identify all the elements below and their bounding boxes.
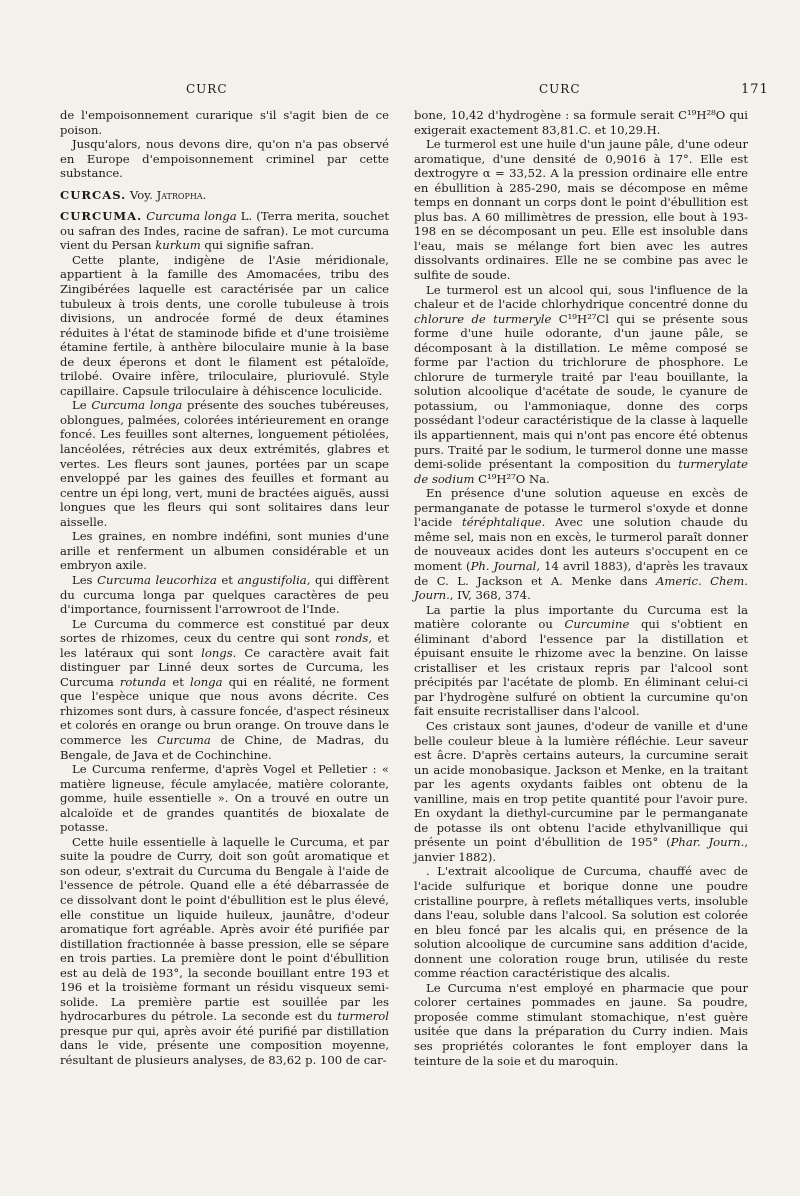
paragraph: Les graines, en nombre indéfini, sont munies d'une arille et renferment un albumen considérable et un embryon axile.: [60, 529, 389, 573]
running-head-right: CURC: [539, 82, 581, 96]
paragraph: Ces cristaux sont jaunes, d'odeur de vanille et d'une belle couleur bleue à la lumière réfléchie. Leur saveur est âcre. D'après certains auteurs, la curcumine serait un acide monobasique. Jackson et Menke, en la traitant par les agents oxydants faibles ont obtenu de la vanilline, mais en trop petite quantité pour l'avoir pure. En oxydant la diethyl-curcumine par le permanganate de potasse ils ont obtenu l'acide ethylvanillique qui présente un point d'ébullition de 195° (Phar. Journ., janvier 1882).: [414, 718, 748, 864]
paragraph: Le Curcuma longa présente des souches tubéreuses, oblongues, palmées, colorées intérieurement en orange foncé. Les feuilles sont alternes, longuement pétiolées, lancéolées, rétrécies aux deux extrémités, glabres et vertes. Les fleurs sont jaunes, portées par un scape enveloppé par les gaines des feuilles et formant au centre un épi long, vert, muni de bractées aiguës, aussi longues que les fleurs qui sont solitaires dans leur aisselle.: [60, 398, 390, 529]
paragraph: Le Curcuma renferme, d'après Vogel et Pelletier : « matière ligneuse, fécule amylacée, matière colorante, gomme, huile essentielle ». On a trouvé en outre un alcaloïde et de grandes quantités de bioxalate de potasse.: [60, 762, 389, 835]
dictionary-entry-curcuma: CURCUMA. Curcuma longa L. (Terra merita, souchet ou safran des Indes, racine de safran). Le mot curcuma vient du Persan kurkum qui signifie safran.: [60, 209, 389, 253]
dictionary-entry-curcas: CURCAS. Voy. Jatropha.: [60, 187, 207, 202]
left-column: [60, 108, 389, 1068]
paragraph: de l'empoisonnement curarique s'il s'agit bien de ce poison.: [60, 108, 389, 137]
headword: CURCUMA.: [60, 209, 143, 224]
paragraph: Le turmerol est une huile d'un jaune pâle, d'une odeur aromatique, d'une densité de 0,9016 à 17°. Elle est dextrogyre α = 33,52. A la pression ordinaire elle entre en ébullition à 285-290, mais se décompose en même temps en donnant un corps dont le point d'ébullition est plus bas. A 60 millimètres de pression, elle bout à 193-198 en se décomposant un peu. Elle est insoluble dans l'eau, mais se mélange fort bien avec les autres dissolvants ordinaires. Elle ne se combine pas avec le sulfite de soude.: [414, 137, 748, 283]
right-column: [414, 108, 748, 1068]
paragraph: Cette huile essentielle à laquelle le Curcuma, et par suite la poudre de Curry, doit son goût aromatique et son odeur, s'extrait du Curcuma du Bengale à l'aide de l'essence de pétrole. Quand elle a été débarrassée de ce dissolvant dont le point d'ébullition est le plus élevé, elle constitue un liquide huileux, jaunâtre, d'odeur aromatique fort agréable. Après avoir été purifiée par distillation fractionnée à basse pression, elle se sépare en trois parties. La première dont le point d'ébullition est au delà de 193°, la seconde bouillant entre 193 et 196 et la troisième formant un résidu visqueux semi-solide. La première partie est souillée par les hydrocarbures du pétrole. La seconde est du turmerol presque pur qui, après avoir été purifié par distillation dans le vide, présente une composition moyenne, résultant de plusieurs analyses, de 83,62 p. 100 de car-: [60, 834, 389, 1067]
paragraph: bone, 10,42 d'hydrogène : sa formule serait C¹⁹H²⁸O qui exigerait exactement 83,81.C. et 10,29.H.: [414, 108, 748, 137]
paragraph: La partie la plus importante du Curcuma est la matière colorante ou Curcumine qui s'obtient en éliminant d'abord l'essence par la distillation et épuisant ensuite le rhizome avec la benzine. On laisse cristalliser et les cristaux repris par l'alcool sont précipités par l'acétate de plomb. En éliminant celui-ci par l'hydrogène sulfuré on obtient la curcumine qu'on fait ensuite recristalliser dans l'alcool.: [414, 602, 748, 719]
cross-reference: Jatropha: [156, 187, 203, 202]
headword: CURCAS.: [60, 187, 127, 202]
paragraph: Cette plante, indigène de l'Asie méridionale, appartient à la famille des Amomacées, tribu des Zingibérées laquelle est caractérisée par un calice tubuleux à trois dents, une corolle tubuleuse à trois divisions, un androcée formé de deux étamines réduites à l'état de staminode bifide et d'une troisième étamine fertile, à anthère biloculaire munie à la base de deux éperons et dont le filament est pétaloïde, trilobé. Ovaire infère, triloculaire, pluriovulé. Style capillaire. Capsule triloculaire à déhiscence loculicide.: [60, 252, 389, 398]
paragraph: Le turmerol est un alcool qui, sous l'influence de la chaleur et de l'acide chlorhydrique concentré donne du chlorure de turmeryle C¹⁹H²⁷Cl qui se présente sous forme d'une huile odorante, d'un jaune pâle, se décomposant à la distillation. Le même composé se forme par l'action du trichlorure de phosphore. Le chlorure de turmeryle traité par l'eau bouillante, la solution alcoolique d'acétate de soude, le cyanure de potassium, ou l'ammoniaque, donne des corps possédant l'odeur caractéristique de la classe à laquelle ils appartiennent, mais qui n'ont pas encore été obtenus purs. Traité par le sodium, le turmerol donne une masse demi-solide présentant la composition du turmerylate de sodium C¹⁹H²⁷O Na.: [414, 282, 748, 486]
paragraph: Les Curcuma leucorhiza et angustifolia, qui diffèrent du curcuma longa par quelques caractères de peu d'importance, fournissent l'arrowroot de l'Inde.: [60, 572, 389, 617]
paragraph: En présence d'une solution aqueuse en excès de permanganate de potasse le turmerol s'oxyde et donne l'acide téréphtalique. Avec une solution chaude du même sel, mais non en excès, le turmerol paraît donner de nouveaux acides dont les auteurs s'occupent en ce moment (Ph. Journal, 14 avril 1883), d'après les travaux de C. L. Jackson et A. Menke dans Americ. Chem. Journ., IV, 368, 374.: [414, 486, 748, 603]
paragraph: Jusqu'alors, nous devons dire, qu'on n'a pas observé en Europe d'empoisonnement criminel par cette substance.: [60, 137, 389, 181]
page-number: 171: [741, 82, 769, 97]
running-head-left: CURC: [186, 82, 228, 96]
paragraph: Le Curcuma du commerce est constitué par deux sortes de rhizomes, ceux du centre qui sont ronds, et les latéraux qui sont longs. Ce caractère avait fait distinguer par Linné deux sortes de Curcuma, les Curcuma rotunda et longa qui en réalité, ne forment que l'espèce unique que nous avons décrite. Ces rhizomes sont durs, à cassure foncée, d'aspect résineux et colorés en orange ou brun orange. On trouve dans le commerce les Curcuma de Chine, de Madras, du Bengale, de Java et de Cochinchine.: [60, 616, 390, 762]
paragraph: Le Curcuma n'est employé en pharmacie que pour colorer certaines pommades en jaune. Sa poudre, proposée comme stimulant stomachique, n'est guère usitée que dans la préparation du Curry indien. Mais ses propriétés colorantes le font employer dans la teinture de la soie et du maroquin.: [414, 980, 748, 1068]
paragraph: . L'extrait alcoolique de Curcuma, chauffé avec de l'acide sulfurique et borique donne une poudre cristalline pourpre, à reflets métalliques verts, insoluble dans l'eau, soluble dans l'alcool. Sa solution est colorée en bleu foncé par les alcalis qui, en présence de la solution alcoolique de curcumine sans addition d'acide, donnent une coloration rouge brun, utilisée du reste comme réaction caractéristique des alcalis.: [414, 864, 748, 981]
